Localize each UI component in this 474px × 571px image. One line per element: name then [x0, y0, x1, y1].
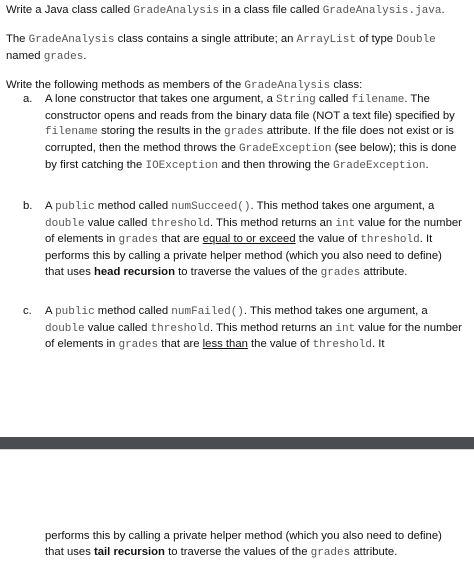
text: value for the number of elements in [45, 321, 462, 351]
text: performs this by calling a private helper method (which you also need to define) that uses [45, 530, 442, 558]
text: class contains a single attribute; an [114, 33, 297, 45]
code: grades [320, 266, 361, 279]
text: value for the number of elements in [45, 216, 462, 246]
intro-paragraph-1 [6, 2, 468, 19]
page-break-edge [0, 449, 474, 450]
text: . The constructor opens and reads from the binary data file (NOT a text file) specified by [45, 93, 455, 122]
code: grades [224, 126, 264, 139]
bold-text: tail recursion [93, 545, 165, 558]
continuation-paragraph [23, 529, 463, 561]
list-item-body [45, 92, 463, 175]
text: . This method returns an [209, 321, 336, 334]
text: in a class file called [219, 4, 323, 16]
class-name-code: GradeAnalysis [133, 5, 220, 17]
list-item-b [23, 199, 463, 282]
text: storing the results in the [97, 125, 225, 138]
text: and then throwing the [218, 158, 334, 171]
list-item-c [23, 304, 463, 354]
code: Double [396, 34, 436, 46]
text: A lone constructor that takes one argument, a [45, 93, 277, 105]
text: The [6, 33, 29, 45]
text: . It performs this by calling a private helper method (which you also need to define) that uses [45, 233, 442, 278]
code: public [55, 306, 95, 318]
intro-paragraph-2 [6, 31, 468, 65]
text: method called [94, 305, 172, 317]
text: . This method takes one argument, a [250, 200, 435, 212]
code: threshold [150, 322, 210, 335]
text: to traverse the values of the [174, 265, 321, 278]
text: to traverse the values of the [164, 545, 311, 558]
text: attribute. If the file does not exist or is corrupted, then the method throws the [45, 125, 454, 155]
text: . [441, 4, 445, 16]
text: . This method returns an [209, 216, 336, 229]
text: method called [94, 200, 172, 212]
code: GradeAnalysis [244, 80, 331, 92]
text: value called [84, 321, 151, 334]
code: numSucceed() [171, 201, 251, 213]
code: GradeException [333, 159, 426, 172]
text: value called [84, 216, 151, 229]
code: int [335, 217, 356, 230]
list-marker: b. [23, 200, 33, 212]
list-item-body [45, 304, 463, 354]
text: Write a Java class called [6, 4, 134, 16]
text: the value of [295, 233, 361, 246]
text: . This method takes one argument, a [243, 305, 428, 317]
code: numFailed() [171, 306, 244, 318]
text: attribute. [360, 265, 408, 278]
text: (see below); this is done by first catching the [45, 142, 457, 171]
text: A [45, 305, 56, 317]
page-break-divider [0, 437, 474, 449]
code: grades [310, 546, 351, 559]
text: . [83, 50, 87, 62]
text: A [45, 200, 56, 212]
code: threshold [150, 217, 210, 230]
code: String [276, 94, 316, 106]
text: called [315, 93, 352, 105]
text: the value of [247, 338, 313, 351]
list-item-a [23, 92, 463, 175]
code: GradeAnalysis [28, 34, 115, 46]
text: that are [158, 233, 203, 246]
text: of type [355, 33, 397, 45]
text: attribute. [350, 545, 398, 558]
text: . [425, 158, 429, 171]
text: named [6, 50, 44, 62]
code: GradeException [239, 143, 332, 156]
list-item-body [45, 199, 463, 282]
bold-text: head recursion [93, 265, 175, 278]
text: class: [330, 79, 363, 91]
file-name-code: GradeAnalysis.java [322, 5, 442, 17]
code: int [335, 322, 356, 335]
text: . It [372, 338, 385, 351]
code: ArrayList [296, 34, 356, 46]
code: filename [351, 94, 405, 106]
text: that are [158, 338, 203, 351]
list-marker: a. [23, 93, 33, 105]
code: threshold [312, 339, 372, 352]
code: filename [45, 126, 98, 139]
text: Write the following methods as members of the [6, 79, 245, 91]
continuation-body [45, 529, 463, 561]
code: double [45, 322, 85, 335]
code: grades [118, 234, 159, 247]
code: double [45, 217, 85, 230]
code: grades [118, 339, 159, 352]
underlined-text: less than [202, 338, 248, 351]
code: public [55, 201, 95, 213]
code: IOException [145, 159, 219, 172]
code: threshold [360, 234, 420, 247]
code: grades [43, 51, 84, 63]
list-marker: c. [23, 305, 32, 317]
underlined-text: equal to or exceed [202, 233, 296, 246]
